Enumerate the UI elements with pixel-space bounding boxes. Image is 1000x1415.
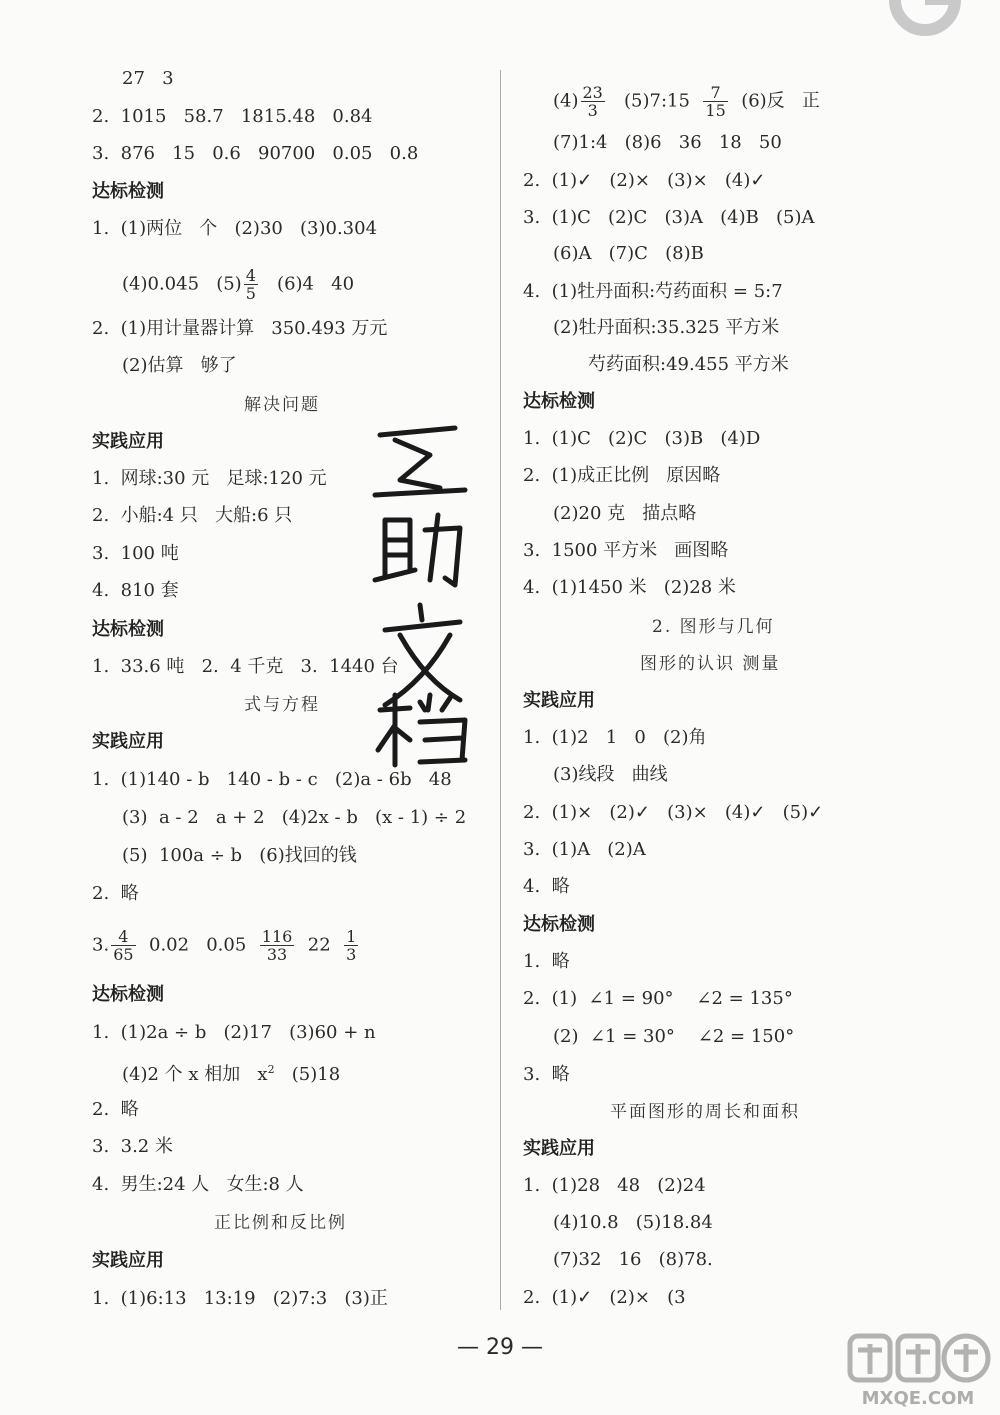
right-line-25: (7)32 16 (8)78. bbox=[553, 1249, 713, 1270]
left-line-20: 2. 略 bbox=[92, 1099, 139, 1120]
heading-dabiao-2: 达标检测 bbox=[92, 619, 164, 640]
fraction bbox=[260, 928, 295, 963]
fraction-numerator: 23 bbox=[582, 83, 603, 102]
right-line-10: 2. (1)成正比例 原因略 bbox=[523, 465, 721, 486]
right-line-18: 4. 略 bbox=[523, 876, 570, 897]
right-line-15: (3)线段 曲线 bbox=[553, 764, 668, 785]
watermark-logo-icon bbox=[842, 1332, 994, 1410]
right-line-2: (7)1:4 (8)6 36 18 50 bbox=[553, 132, 782, 153]
right-line-19: 1. 略 bbox=[523, 951, 570, 972]
left-line-17-mid2: 22 bbox=[296, 934, 343, 956]
section-title-jiejue: 解决问题 bbox=[244, 395, 320, 415]
fraction-denominator: 33 bbox=[266, 945, 288, 964]
left-line-3: 3. 876 15 0.6 90700 0.05 0.8 bbox=[92, 143, 419, 164]
right-line-20: 2. (1) ∠1 = 90° ∠2 = 135° bbox=[523, 988, 793, 1009]
left-line-1: 27 3 bbox=[122, 68, 174, 89]
left-line-5-text: (4)0.045 (5) bbox=[122, 273, 242, 295]
section-title-tuxing: 2. 图形与几何 bbox=[652, 617, 775, 637]
section-title-zhouchang: 平面图形的周长和面积 bbox=[610, 1102, 800, 1122]
right-line-14: 1. (1)2 1 0 (2)角 bbox=[523, 727, 707, 748]
section-title-shiyufangcheng: 式与方程 bbox=[244, 695, 320, 715]
left-line-18: 1. (1)2a ÷ b (2)17 (3)60 + n bbox=[92, 1022, 376, 1043]
left-line-7: (2)估算 够了 bbox=[122, 355, 237, 376]
left-line-16: 2. 略 bbox=[92, 883, 139, 904]
heading-dabiao-1: 达标检测 bbox=[92, 181, 164, 202]
right-line-6: 4. (1)牡丹面积:芍药面积 = 5:7 bbox=[523, 281, 783, 302]
fraction-denominator: 3 bbox=[587, 101, 598, 120]
left-line-8: 1. 网球:30 元 足球:120 元 bbox=[92, 468, 327, 489]
fraction-numerator: 1 bbox=[346, 927, 357, 946]
left-line-22: 4. 男生:24 人 女生:8 人 bbox=[92, 1174, 304, 1195]
right-line-1 bbox=[553, 84, 820, 119]
fraction bbox=[581, 84, 605, 119]
right-line-16: 2. (1)× (2)✓ (3)× (4)✓ (5)✓ bbox=[523, 802, 824, 823]
left-line-5-tail: (6)4 40 bbox=[259, 273, 355, 295]
right-line-8: 芍药面积:49.455 平方米 bbox=[588, 354, 789, 375]
left-line-9: 2. 小船:4 只 大船:6 只 bbox=[92, 505, 293, 526]
left-line-21: 3. 3.2 米 bbox=[92, 1136, 173, 1157]
heading-shijian-4: 实践应用 bbox=[523, 690, 595, 711]
corner-logo-icon bbox=[888, 0, 962, 38]
right-line-9: 1. (1)C (2)C (3)B (4)D bbox=[523, 428, 761, 449]
section-title-renshi: 图形的认识 测量 bbox=[640, 654, 781, 674]
right-line-5: (6)A (7)C (8)B bbox=[553, 243, 704, 264]
left-line-19 bbox=[122, 1059, 340, 1086]
left-line-14: (3) a - 2 a + 2 (4)2x - b (x - 1) ÷ 2 bbox=[122, 807, 467, 828]
page-number-value: 29 bbox=[486, 1335, 514, 1360]
right-line-17: 3. (1)A (2)A bbox=[523, 839, 646, 860]
right-line-11: (2)20 克 描点略 bbox=[553, 503, 697, 524]
left-line-11: 4. 810 套 bbox=[92, 580, 179, 601]
left-line-23: 1. (1)6:13 13:19 (2)7:3 (3)正 bbox=[92, 1288, 388, 1309]
fraction bbox=[111, 928, 135, 963]
superscript: 2 bbox=[267, 1063, 275, 1076]
fraction-numerator: 7 bbox=[703, 84, 727, 102]
right-line-1-tail: (6)反 正 bbox=[729, 90, 820, 112]
left-line-5 bbox=[122, 267, 354, 302]
right-line-1-mid: (5)7:15 bbox=[606, 90, 702, 112]
heading-dabiao-4: 达标检测 bbox=[523, 391, 595, 412]
page-number: — 29 — bbox=[457, 1335, 543, 1360]
fraction bbox=[244, 267, 258, 302]
right-line-21: (2) ∠1 = 30° ∠2 = 150° bbox=[553, 1026, 795, 1047]
left-line-13: 1. (1)140 - b 140 - b - c (2)a - 6b 48 bbox=[92, 769, 452, 790]
left-line-12: 1. 33.6 吨 2. 4 千克 3. 1440 台 bbox=[92, 656, 399, 677]
heading-shijian-3: 实践应用 bbox=[92, 1250, 164, 1271]
fraction-numerator: 4 bbox=[111, 928, 135, 946]
right-line-12: 3. 1500 平方米 画图略 bbox=[523, 540, 729, 561]
section-title-zhengbili: 正比例和反比例 bbox=[214, 1213, 347, 1233]
left-line-4: 1. (1)两位 个 (2)30 (3)0.304 bbox=[92, 218, 378, 239]
left-line-17-mid: 0.02 0.05 bbox=[137, 934, 258, 956]
left-line-2: 2. 1015 58.7 1815.48 0.84 bbox=[92, 106, 373, 127]
right-line-1-text: (4) bbox=[553, 90, 579, 112]
right-line-4: 3. (1)C (2)C (3)A (4)B (5)A bbox=[523, 207, 815, 228]
right-line-13: 4. (1)1450 米 (2)28 米 bbox=[523, 577, 736, 598]
right-line-23: 1. (1)28 48 (2)24 bbox=[523, 1175, 706, 1196]
left-line-17 bbox=[92, 928, 360, 963]
fraction bbox=[703, 84, 727, 119]
fraction bbox=[344, 928, 358, 963]
heading-dabiao-5: 达标检测 bbox=[523, 914, 595, 935]
fraction-numerator: 116 bbox=[261, 927, 293, 946]
heading-shijian-5: 实践应用 bbox=[523, 1138, 595, 1159]
right-line-7: (2)牡丹面积:35.325 平方米 bbox=[553, 317, 780, 338]
left-line-19-tail: (5)18 bbox=[274, 1064, 341, 1085]
left-line-6: 2. (1)用计量器计算 350.493 万元 bbox=[92, 318, 388, 339]
left-line-19-text: (4)2 个 x 相加 x bbox=[122, 1064, 268, 1085]
left-line-15: (5) 100a ÷ b (6)找回的钱 bbox=[122, 845, 357, 866]
right-line-26: 2. (1)✓ (2)× (3 bbox=[523, 1287, 686, 1308]
fraction-denominator: 15 bbox=[705, 101, 726, 120]
handwritten-signature bbox=[370, 410, 480, 770]
heading-shijian-1: 实践应用 bbox=[92, 431, 164, 452]
heading-dabiao-3: 达标检测 bbox=[92, 984, 164, 1005]
fraction-numerator: 4 bbox=[245, 266, 256, 285]
right-line-24: (4)10.8 (5)18.84 bbox=[553, 1212, 713, 1233]
watermark-text: MXQE.COM bbox=[861, 1388, 975, 1409]
column-divider bbox=[500, 70, 501, 1310]
fraction-denominator: 5 bbox=[245, 284, 256, 303]
left-line-10: 3. 100 吨 bbox=[92, 543, 179, 564]
fraction-denominator: 3 bbox=[346, 945, 357, 964]
left-line-17-num: 3. bbox=[92, 934, 110, 956]
right-line-3: 2. (1)✓ (2)× (3)× (4)✓ bbox=[523, 170, 766, 191]
fraction-denominator: 65 bbox=[113, 945, 134, 964]
right-line-22: 3. 略 bbox=[523, 1064, 570, 1085]
heading-shijian-2: 实践应用 bbox=[92, 731, 164, 752]
